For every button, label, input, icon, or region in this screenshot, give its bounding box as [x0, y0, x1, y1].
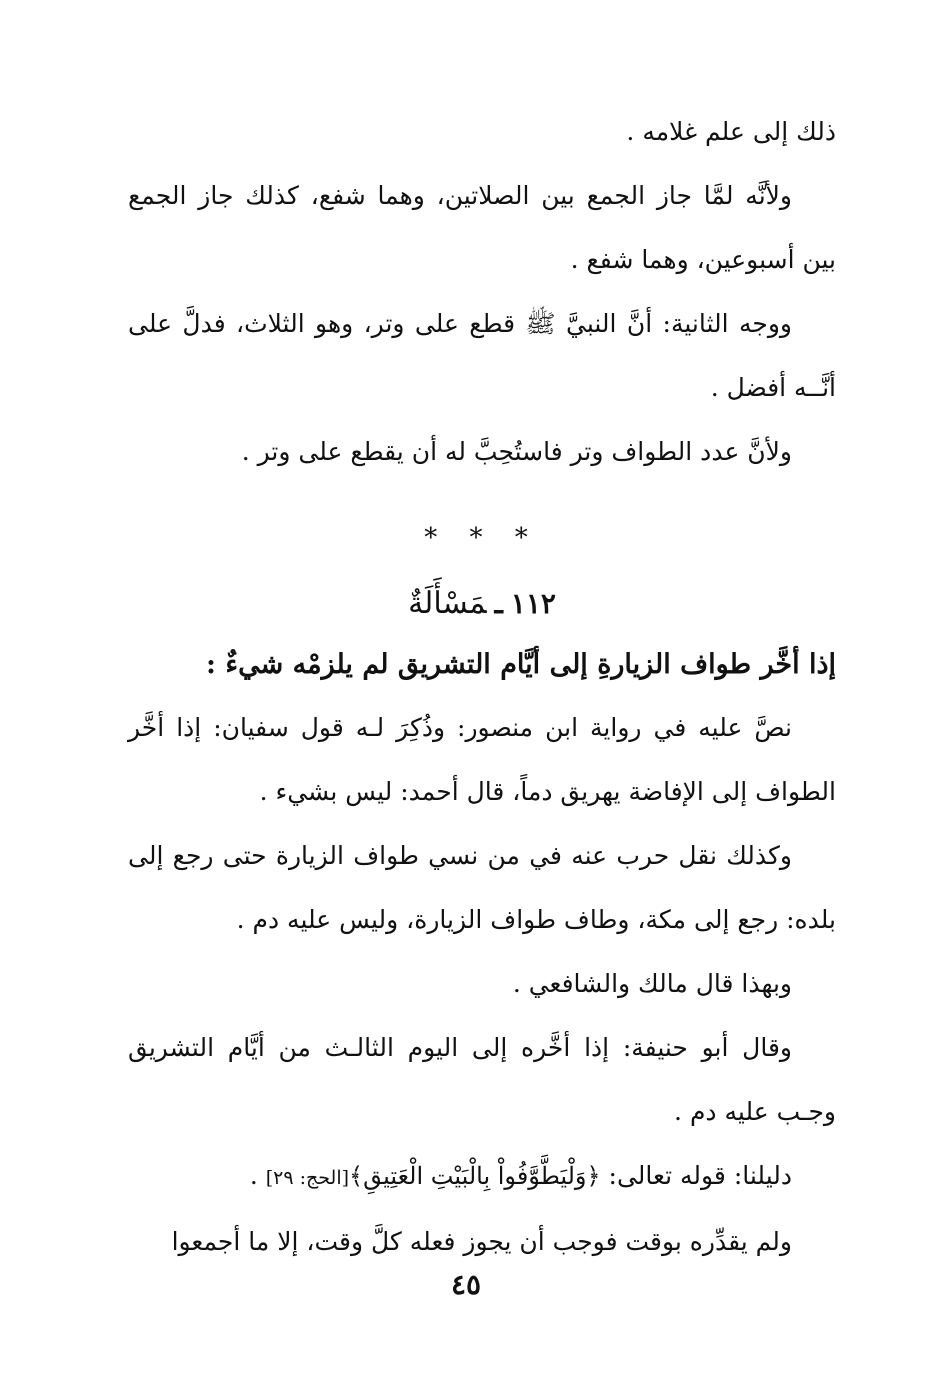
issue-word: مَسْأَلَةٌ	[408, 586, 487, 621]
paragraph-4: ولأنَّ عدد الطواف وتر فاستُحِبَّ له أن يقطع على وتر .	[241, 437, 792, 466]
paragraph-10: ولم يقدِّره بوقت فوجب أن يجوز فعله كلَّ وقت، إلا ما أجمعوا	[171, 1227, 792, 1256]
paragraph-2: ولأنَّه لمَّا جاز الجمع بين الصلاتين، وهما شفع، كذلك جاز الجمع بين أسبوعين، وهما شفع .	[128, 181, 836, 274]
quran-verse: ﴿وَلْيَطَّوَّفُواْ بِالْبَيْتِ الْعَتِيقِ﴾	[349, 1162, 601, 1190]
issue-dash: ـ	[494, 587, 503, 620]
issue-heading	[128, 574, 836, 634]
paragraph-1: ذلك إلى علم غلامه .	[626, 117, 836, 146]
section-separator: * * *	[424, 523, 540, 553]
paragraph-6: وكذلك نقل حرب عنه في من نسي طواف الزيارة حتى رجع إلى بلده: رجع إلى مكة، وطاف طواف الزيارة، وليس عليه دم .	[128, 841, 836, 934]
issue-title: إذا أخَّر طواف الزيارةِ إلى أيَّام التشريق لم يلزمْه شيءٌ :	[206, 649, 836, 680]
paragraph-5: نصَّ عليه في رواية ابن منصور: وذُكِرَ لـه قول سفيان: إذا أخَّر الطواف إلى الإفاضة يهريق دماً، قال أحمد: ليس بشيء .	[128, 713, 836, 806]
page-number: ٤٥	[450, 1268, 482, 1301]
evidence-suffix: .	[249, 1161, 266, 1190]
evidence-prefix: دليلنا: قوله تعالى:	[600, 1161, 792, 1190]
page-body	[128, 100, 836, 1340]
issue-number: ١١٢	[510, 587, 556, 620]
paragraph-7: وبهذا قال مالك والشافعي .	[512, 969, 792, 998]
paragraph-8: وقال أبو حنيفة: إذا أخَّره إلى اليوم الثالـث من أيَّام التشريق وجـب عليه دم .	[128, 1033, 836, 1126]
paragraph-9	[128, 1144, 836, 1210]
paragraph-3: ووجه الثانية: أنَّ النبيَّ ﷺ قطع على وتر، وهو الثلاث، فدلَّ على أنَّــه أفضل .	[128, 309, 836, 402]
quran-reference: [الحج: ٢٩]	[265, 1167, 350, 1189]
